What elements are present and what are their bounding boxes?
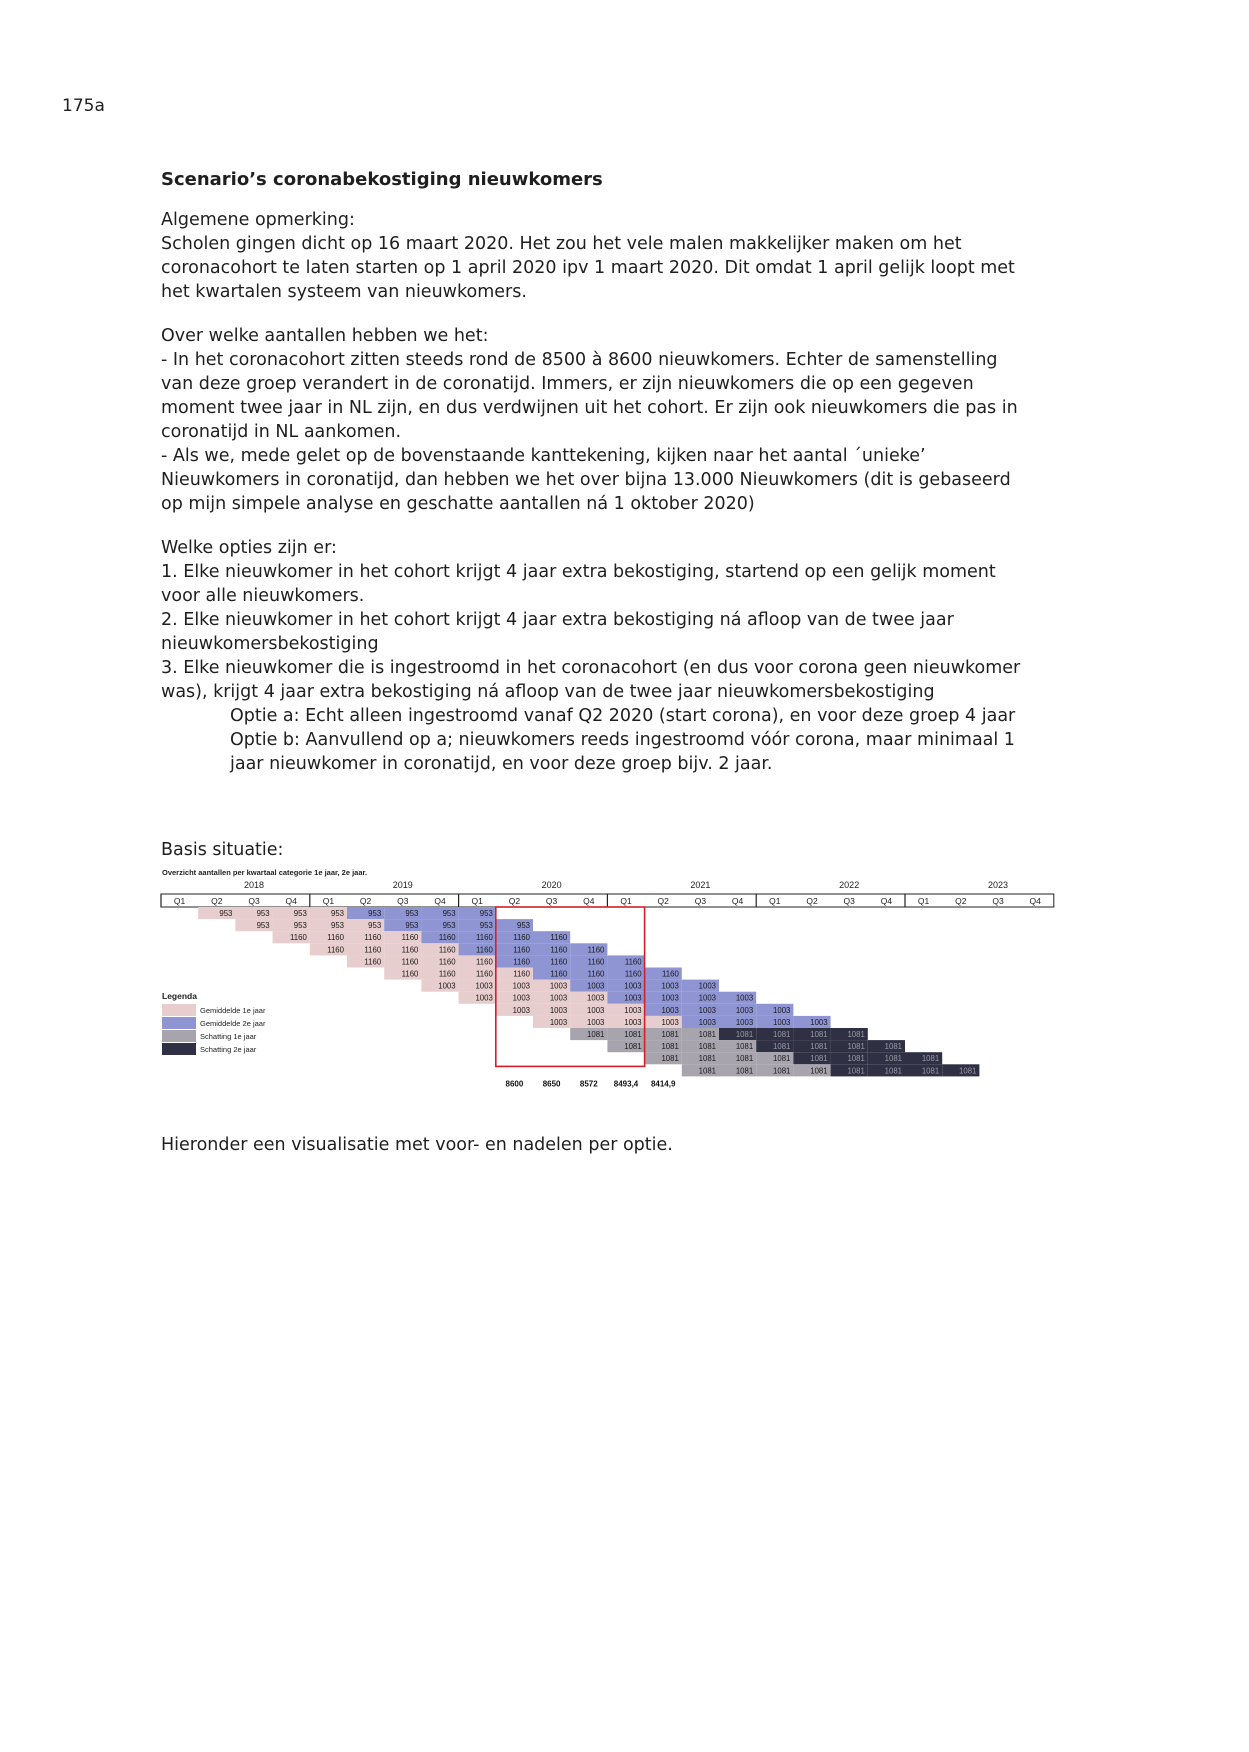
cell-value: 1160 — [438, 933, 456, 943]
cell-value: 1160 — [513, 957, 530, 967]
cell-value: 1003 — [624, 1017, 642, 1027]
options-heading: Welke opties zijn er: — [161, 538, 337, 558]
year-label: 2023 — [987, 880, 1009, 890]
cell-value: 1003 — [549, 981, 568, 991]
cell-value: 1160 — [587, 969, 605, 979]
cell-value: 1081 — [587, 1030, 605, 1039]
cell-value: 1160 — [401, 933, 419, 943]
options-line: 3. Elke nieuwkomer die is ingestroomd in het coronacohort (en dus voor corona geen nieuwkomer — [161, 658, 1021, 678]
cell-value: 1003 — [512, 1005, 530, 1015]
cell-value: 1003 — [773, 1017, 791, 1027]
cell-value: 1003 — [475, 993, 493, 1003]
cell-value: 953 — [368, 921, 382, 931]
cell-value: 1003 — [661, 993, 679, 1003]
cell-value: 1160 — [513, 933, 530, 943]
cell-value: 1160 — [662, 969, 679, 979]
cell-value: 1003 — [587, 1005, 605, 1015]
legend-label: Schatting 2e jaar — [200, 1045, 257, 1054]
total-value: 8650 — [542, 1079, 561, 1089]
cell-value: 953 — [330, 909, 344, 918]
cell-value: 1160 — [476, 945, 493, 955]
total-value: 8572 — [579, 1079, 598, 1089]
quarter-label: Q4 — [731, 896, 744, 906]
cell-value: 1081 — [884, 1042, 902, 1052]
cell-value: 953 — [479, 921, 493, 931]
legend-swatch — [162, 1030, 196, 1042]
cell-value: 1160 — [587, 945, 605, 955]
cell-value: 1160 — [550, 933, 568, 943]
cell-value: 1160 — [401, 969, 419, 979]
cell-value: 953 — [516, 921, 530, 931]
cohort-table-svg — [160, 866, 1068, 1106]
cell-value: 1081 — [661, 1054, 679, 1064]
quarter-label: Q2 — [806, 896, 818, 906]
cell-value: 1003 — [698, 1005, 716, 1015]
cell-value: 1160 — [401, 945, 419, 955]
sub-option-line: Optie a: Echt alleen ingestroomd vanaf Q2 2020 (start corona), en voor deze groep 4 jaar — [230, 706, 1016, 726]
cell-value: 1003 — [438, 981, 456, 991]
cell-value: 1003 — [587, 993, 605, 1003]
cell-value: 1081 — [810, 1042, 828, 1052]
cell-value: 953 — [256, 909, 270, 918]
cell-value: 1160 — [364, 933, 382, 943]
cell-value: 1003 — [735, 993, 754, 1003]
numbers-line: - Als we, mede gelet op de bovenstaande kanttekening, kijken naar het aantal ´unieke’ — [161, 446, 926, 466]
cell-value: 1003 — [587, 981, 605, 991]
cell-value: 953 — [293, 909, 307, 918]
cell-value: 1003 — [661, 981, 679, 991]
cell-value: 1003 — [624, 993, 642, 1003]
cell-value: 1081 — [698, 1042, 716, 1052]
cell-value: 1160 — [513, 969, 530, 979]
cell-value: 1160 — [438, 945, 456, 955]
quarter-label: Q4 — [285, 896, 297, 906]
quarter-label: Q2 — [359, 896, 372, 906]
legend-title: Legenda — [162, 991, 197, 1001]
quarter-label: Q2 — [657, 896, 669, 906]
cell-value: 1003 — [624, 1005, 642, 1015]
cell-value: 1160 — [364, 957, 382, 967]
cell-value: 1081 — [847, 1066, 865, 1076]
cell-value: 1160 — [438, 957, 456, 967]
cell-value: 1003 — [735, 1005, 754, 1015]
cell-value: 1081 — [624, 1030, 642, 1039]
cell-value: 1081 — [959, 1066, 977, 1076]
general-line: het kwartalen systeem van nieuwkomers. — [161, 282, 527, 302]
quarter-label: Q2 — [508, 896, 521, 906]
document-body — [161, 168, 1061, 776]
quarter-label: Q1 — [471, 896, 483, 906]
cell-value: 1160 — [550, 957, 568, 967]
cell-value: 1160 — [587, 957, 605, 967]
cell-value: 1081 — [698, 1054, 716, 1064]
cell-value: 1081 — [810, 1066, 828, 1076]
cell-value: 1081 — [847, 1054, 865, 1064]
cell-value: 953 — [405, 909, 419, 918]
quarter-label: Q3 — [992, 896, 1004, 906]
cell-value: 953 — [479, 909, 493, 918]
cell-value: 1160 — [476, 969, 493, 979]
cell-value: 1081 — [661, 1030, 679, 1039]
cell-value: 1081 — [773, 1054, 791, 1064]
cell-value: 1160 — [550, 945, 568, 955]
cell-value: 1003 — [512, 981, 530, 991]
total-value: 8600 — [505, 1079, 524, 1089]
cell-value: 1081 — [773, 1030, 791, 1039]
cell-value: 1003 — [549, 1005, 568, 1015]
cell-value: 1081 — [698, 1030, 716, 1039]
cell-value: 1003 — [549, 1017, 568, 1027]
cell-value: 1160 — [513, 945, 530, 955]
cell-value: 1003 — [624, 981, 642, 991]
year-label: 2022 — [839, 880, 860, 890]
cell-value: 1081 — [661, 1042, 679, 1052]
legend-swatch — [162, 1004, 196, 1016]
cell-value: 1081 — [921, 1066, 940, 1076]
general-line: coronacohort te laten starten op 1 april 2020 ipv 1 maart 2020. Dit omdat 1 april gelijk loopt met — [161, 258, 1015, 278]
cell-value: 1003 — [549, 993, 568, 1003]
sub-option-line: jaar nieuwkomer in coronatijd, en voor deze groep bijv. 2 jaar. — [230, 754, 773, 774]
cell-value: 953 — [442, 921, 456, 931]
page-number: 175a — [62, 96, 105, 116]
quarter-label: Q3 — [248, 896, 260, 906]
cell-value: 953 — [256, 921, 270, 931]
cell-value: 1081 — [810, 1030, 828, 1039]
cell-value: 1160 — [327, 945, 344, 955]
cell-value: 1003 — [587, 1017, 605, 1027]
quarter-label: Q3 — [843, 896, 855, 906]
document-title: Scenario’s coronabekostiging nieuwkomers — [161, 169, 603, 190]
options-line: was), krijgt 4 jaar extra bekostiging ná afloop van de twee jaar nieuwkomersbekostiging — [161, 682, 935, 702]
cell-value: 1160 — [438, 969, 456, 979]
cell-value: 1081 — [847, 1030, 865, 1039]
cell-value: 1160 — [476, 933, 493, 943]
numbers-line: coronatijd in NL aankomen. — [161, 422, 402, 442]
cell-value: 1081 — [735, 1066, 754, 1076]
cell-value: 1003 — [698, 993, 716, 1003]
legend-label: Schatting 1e jaar — [200, 1032, 257, 1041]
cell-value: 1160 — [401, 957, 419, 967]
cell-value: 1003 — [661, 1017, 679, 1027]
quarter-label: Q2 — [955, 896, 967, 906]
quarter-label: Q4 — [1029, 896, 1041, 906]
cell-value: 1081 — [773, 1066, 791, 1076]
cell-value: 1081 — [847, 1042, 865, 1052]
cell-value: 1081 — [624, 1042, 642, 1052]
general-line: Scholen gingen dicht op 16 maart 2020. Het zou het vele malen makkelijker maken om het — [161, 234, 962, 254]
options-line: 1. Elke nieuwkomer in het cohort krijgt 4 jaar extra bekostiging, startend op een gelijk moment — [161, 562, 996, 582]
cell-value: 1081 — [884, 1066, 902, 1076]
cell-value: 1003 — [661, 1005, 679, 1015]
cell-value: 953 — [442, 909, 456, 918]
cell-value: 1160 — [476, 957, 493, 967]
numbers-line: moment twee jaar in NL zijn, en dus verdwijnen uit het cohort. Er zijn ook nieuwkomers die pas in — [161, 398, 1018, 418]
cell-value: 1003 — [512, 993, 530, 1003]
total-value: 8493,4 — [613, 1079, 639, 1089]
legend-swatch — [162, 1017, 196, 1029]
cell-value: 1003 — [475, 981, 493, 991]
basis-heading: Basis situatie: — [161, 840, 284, 860]
cell-value: 953 — [293, 921, 307, 931]
quarter-label: Q4 — [434, 896, 446, 906]
cell-value: 953 — [405, 921, 419, 931]
quarter-label: Q1 — [620, 896, 632, 906]
footer-line: Hieronder een visualisatie met voor- en nadelen per optie. — [161, 1135, 673, 1155]
cell-value: 1003 — [698, 1017, 716, 1027]
sub-option-line: Optie b: Aanvullend op a; nieuwkomers reeds ingestroomd vóór corona, maar minimaal 1 — [230, 730, 1015, 750]
numbers-heading: Over welke aantallen hebben we het: — [161, 326, 489, 346]
year-label: 2019 — [392, 880, 413, 890]
quarter-label: Q1 — [917, 896, 930, 906]
cell-value: 1081 — [810, 1054, 828, 1064]
quarter-label: Q4 — [583, 896, 595, 906]
quarter-label: Q1 — [769, 896, 781, 906]
total-value: 8414,9 — [650, 1079, 676, 1089]
cell-value: 1081 — [921, 1054, 940, 1064]
cell-value: 1160 — [364, 945, 382, 955]
options-line: 2. Elke nieuwkomer in het cohort krijgt 4 jaar extra bekostiging ná afloop van de twee jaar — [161, 610, 954, 630]
numbers-line: - In het coronacohort zitten steeds rond de 8500 à 8600 nieuwkomers. Echter de samenstelling — [161, 350, 998, 370]
cell-value: 1160 — [550, 969, 568, 979]
cohort-table-chart — [160, 866, 1068, 1106]
cell-value: 1081 — [735, 1030, 754, 1039]
quarter-label: Q4 — [880, 896, 893, 906]
options-line: nieuwkomersbekostiging — [161, 634, 379, 654]
chart-title: Overzicht aantallen per kwartaal categorie 1e jaar, 2e jaar. — [162, 868, 368, 877]
legend-swatch — [162, 1043, 196, 1055]
cell-value: 1160 — [327, 933, 344, 943]
general-heading: Algemene opmerking: — [161, 210, 355, 230]
cell-value: 1160 — [624, 969, 642, 979]
cell-value: 1003 — [698, 981, 716, 991]
cell-value: 1003 — [735, 1017, 754, 1027]
cell-value: 1003 — [810, 1017, 828, 1027]
cell-value: 953 — [219, 909, 233, 918]
cell-value: 1160 — [290, 933, 307, 943]
quarter-label: Q3 — [545, 896, 558, 906]
quarter-label: Q1 — [173, 896, 186, 906]
quarter-label: Q1 — [322, 896, 335, 906]
options-line: voor alle nieuwkomers. — [161, 586, 365, 606]
cell-value: 1160 — [624, 957, 642, 967]
cell-value: 953 — [330, 921, 344, 931]
legend-label: Gemiddelde 2e jaar — [200, 1019, 266, 1028]
quarter-label: Q2 — [211, 896, 223, 906]
year-label: 2021 — [690, 880, 711, 890]
cell-value: 1081 — [735, 1054, 754, 1064]
numbers-line: op mijn simpele analyse en geschatte aantallen ná 1 oktober 2020) — [161, 494, 755, 514]
numbers-line: van deze groep verandert in de coronatijd. Immers, er zijn nieuwkomers die op een gegeven — [161, 374, 974, 394]
cell-value: 1081 — [884, 1054, 902, 1064]
cell-value: 1081 — [735, 1042, 754, 1052]
cell-value: 1081 — [773, 1042, 791, 1052]
year-label: 2018 — [243, 880, 265, 890]
quarter-label: Q3 — [694, 896, 707, 906]
cell-value: 1081 — [698, 1066, 716, 1076]
numbers-line: Nieuwkomers in coronatijd, dan hebben we het over bijna 13.000 Nieuwkomers (dit is gebaseerd — [161, 470, 1011, 490]
cell-value: 1003 — [773, 1005, 791, 1015]
quarter-label: Q3 — [397, 896, 409, 906]
cell-value: 953 — [368, 909, 382, 918]
year-label: 2020 — [541, 880, 562, 890]
legend-label: Gemiddelde 1e jaar — [200, 1006, 266, 1015]
